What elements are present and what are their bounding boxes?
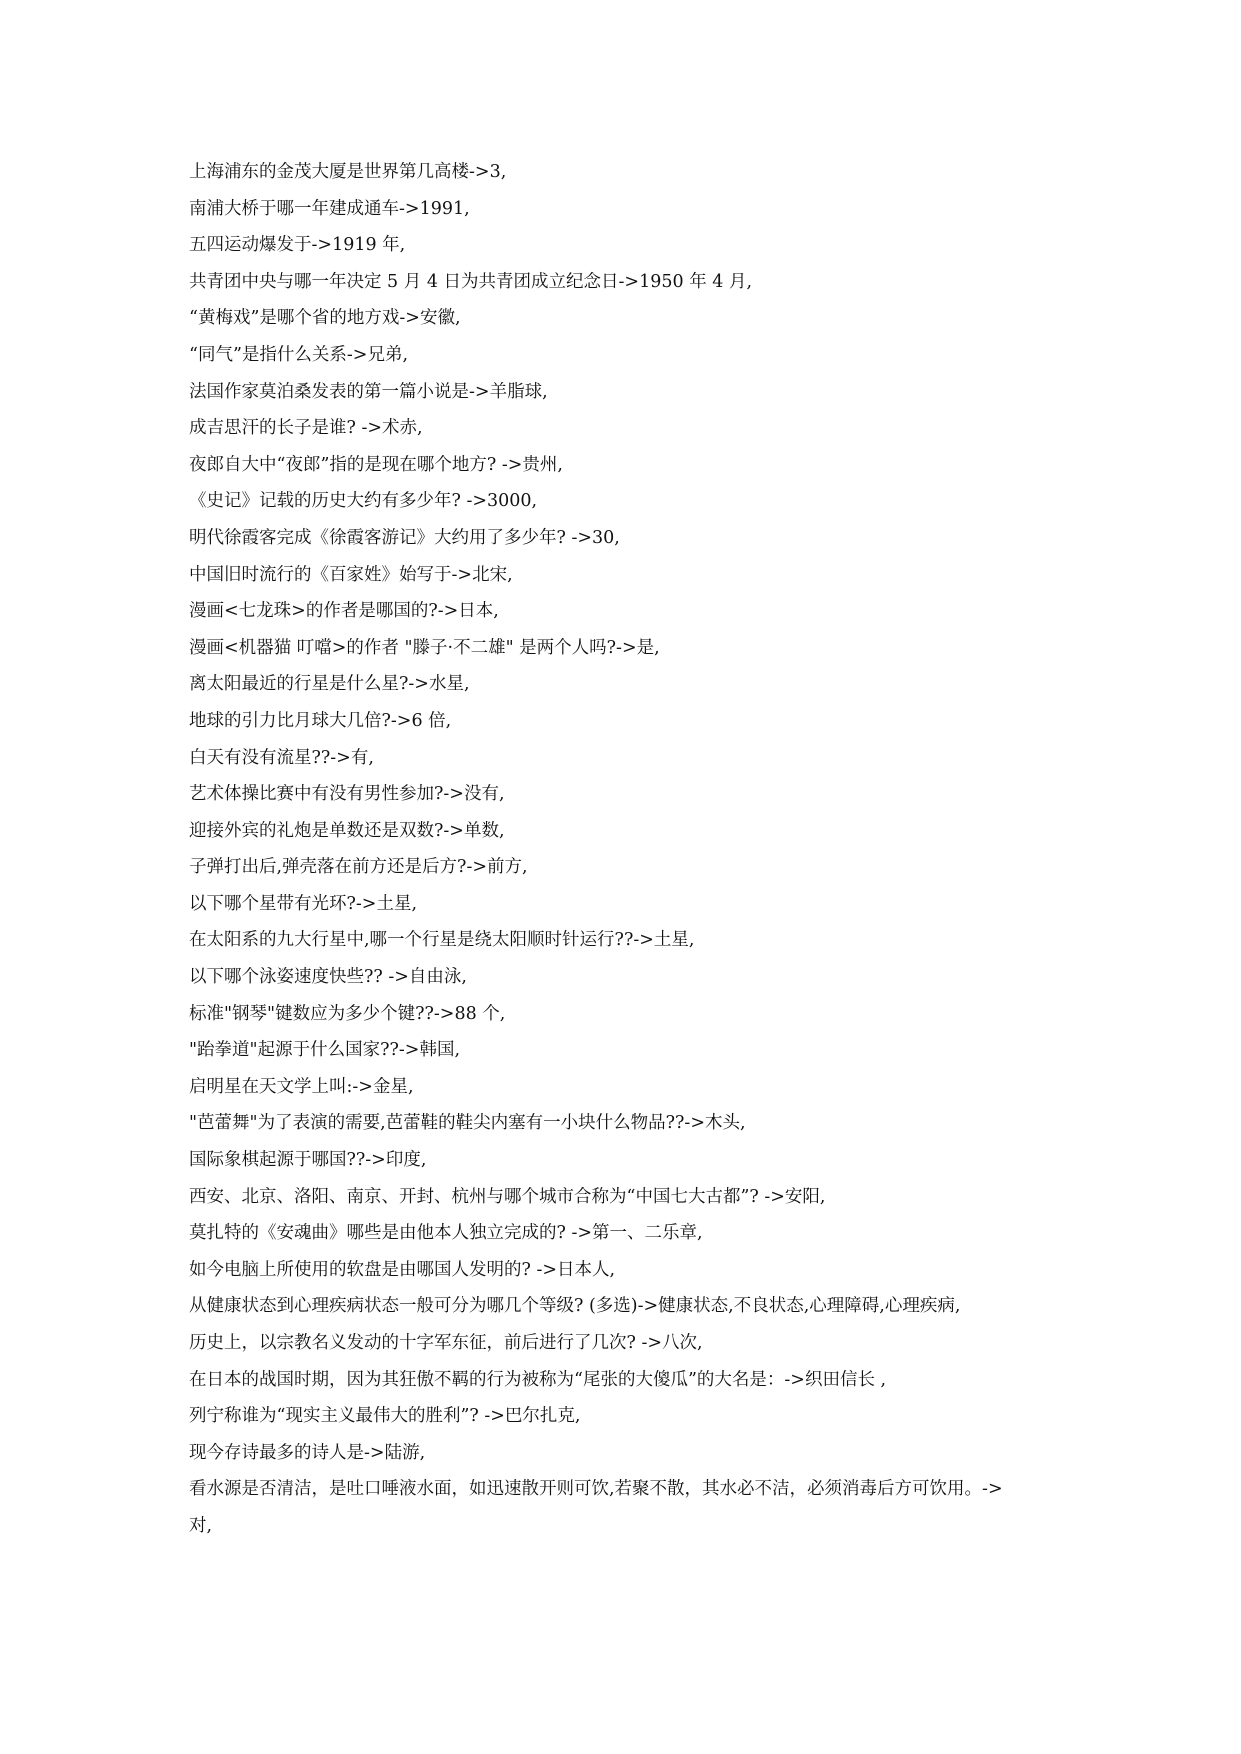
- text-line: 标准"钢琴"键数应为多少个键??->88 个,: [189, 1003, 506, 1024]
- text-line: “黄梅戏”是哪个省的地方戏->安徽,: [189, 308, 461, 329]
- text-line: 启明星在天文学上叫:->金星,: [189, 1076, 414, 1097]
- text-line: 成吉思汗的长子是谁? ->术赤,: [189, 418, 423, 439]
- text-line: "芭蕾舞"为了表演的需要,芭蕾鞋的鞋尖内塞有一小块什么物品??->木头,: [189, 1113, 746, 1134]
- text-line: 国际象棋起源于哪国??->印度,: [189, 1150, 427, 1171]
- text-line: “同气”是指什么关系->兄弟,: [189, 344, 409, 365]
- text-line: 漫画<七龙珠>的作者是哪国的?->日本,: [189, 601, 499, 622]
- text-line: 看水源是否清洁，是吐口唾液水面，如迅速散开则可饮,若聚不散，其水必不洁，必须消毒后方可饮用。->: [189, 1479, 1003, 1500]
- text-line: 《史记》记载的历史大约有多少年? ->3000,: [189, 491, 538, 512]
- text-line: 漫画<机器猫 叮噹>的作者 "滕子·不二雄" 是两个人吗?->是,: [189, 637, 660, 658]
- text-line: 离太阳最近的行星是什么星?->水星,: [189, 674, 470, 695]
- text-line: 艺术体操比赛中有没有男性参加?->没有,: [189, 784, 505, 805]
- text-line: 共青团中央与哪一年决定 5 月 4 日为共青团成立纪念日->1950 年 4 月,: [189, 271, 753, 292]
- text-line: 对,: [189, 1515, 213, 1536]
- text-line: "跆拳道"起源于什么国家??->韩国,: [189, 1040, 461, 1061]
- text-line: 列宁称谁为“现实主义最伟大的胜利”? ->巴尔扎克,: [189, 1406, 581, 1427]
- text-line: 以下哪个星带有光环?->土星,: [189, 893, 418, 914]
- text-line: 西安、北京、洛阳、南京、开封、杭州与哪个城市合称为“中国七大古都”? ->安阳,: [189, 1186, 826, 1207]
- text-line: 中国旧时流行的《百家姓》始写于->北宋,: [189, 564, 513, 585]
- text-line: 历史上，以宗教名义发动的十字军东征，前后进行了几次? ->八次,: [189, 1333, 703, 1353]
- text-line: 迎接外宾的礼炮是单数还是双数?->单数,: [189, 820, 505, 841]
- text-line: 白天有没有流星??->有,: [189, 747, 374, 768]
- text-line: 五四运动爆发于->1919 年,: [189, 235, 406, 256]
- quiz-text-body: [189, 154, 1089, 1545]
- text-line: 从健康状态到心理疾病状态一般可分为哪几个等级? (多选)->健康状态,不良状态,心理障碍,心理疾病,: [189, 1296, 961, 1317]
- text-line: 子弹打出后,弹壳落在前方还是后方?->前方,: [189, 857, 528, 878]
- text-line: 夜郎自大中“夜郎”指的是现在哪个地方? ->贵州,: [189, 454, 563, 475]
- text-line: 南浦大桥于哪一年建成通车->1991,: [189, 198, 470, 219]
- text-line: 上海浦东的金茂大厦是世界第几高楼->3,: [189, 162, 507, 182]
- text-line: 在太阳系的九大行星中,哪一个行星是绕太阳顺时针运行??->土星,: [189, 930, 695, 951]
- text-line: 在日本的战国时期，因为其狂傲不羁的行为被称为“尾张的大傻瓜”的大名是：->织田信长 ,: [189, 1369, 887, 1390]
- text-line: 如今电脑上所使用的软盘是由哪国人发明的? ->日本人,: [189, 1259, 616, 1280]
- text-line: 地球的引力比月球大几倍?->6 倍,: [189, 710, 452, 731]
- text-line: 法国作家莫泊桑发表的第一篇小说是->羊脂球,: [189, 381, 548, 402]
- text-line: 明代徐霞客完成《徐霞客游记》大约用了多少年? ->30,: [189, 527, 620, 548]
- text-line: 现今存诗最多的诗人是->陆游,: [189, 1442, 426, 1463]
- text-line: 莫扎特的《安魂曲》哪些是由他本人独立完成的? ->第一、二乐章,: [189, 1223, 703, 1244]
- text-line: 以下哪个泳姿速度快些?? ->自由泳,: [189, 967, 467, 988]
